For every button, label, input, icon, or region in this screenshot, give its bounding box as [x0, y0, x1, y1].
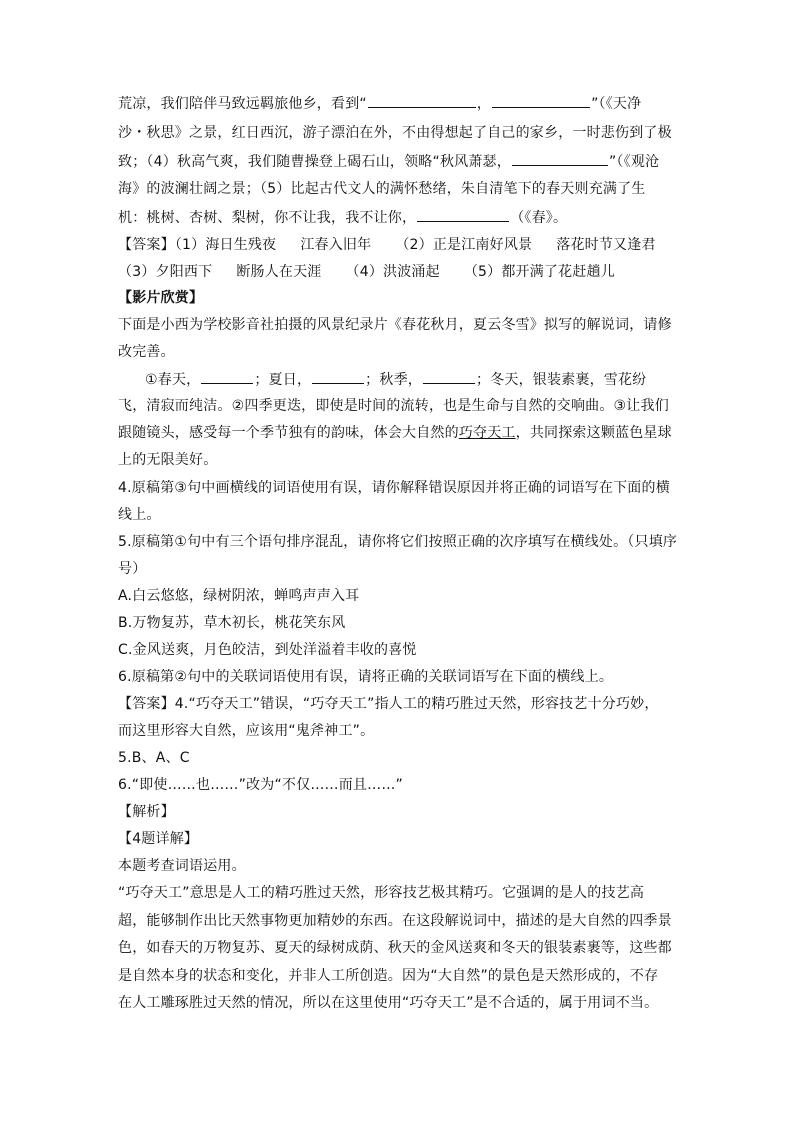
passage-text: （《春》。 — [510, 210, 568, 226]
question-5-line-2: 号） — [118, 561, 147, 577]
answer-blank — [417, 207, 509, 222]
answer-item: 落花时节又逢君 — [556, 237, 656, 253]
underlined-phrase: 巧夺天工 — [458, 425, 516, 441]
answer-item: （3）夕阳西下 — [118, 264, 213, 280]
analysis-line-6: 在人工雕琢胜过天然的情况，所以在这里使用“巧夺天工”是不合适的，属于用词不当。 — [118, 995, 659, 1011]
passage-text: ”（《天净 — [591, 96, 642, 112]
analysis-line-4: 色，如春天的万物复苏、夏天的绿树成荫、秋天的金风送爽和冬天的银装素裹等，这些都 — [118, 940, 672, 956]
analysis-subheading: 【4题详解】 — [118, 831, 199, 847]
analysis-heading: 【解析】 — [118, 804, 175, 820]
answer2-line-1: 【答案】4.“巧夺天工”错误，“巧夺天工”指人工的精巧胜过天然，形容技艺十分巧妙， — [118, 696, 659, 712]
passage-line-5 — [118, 207, 567, 228]
script-text: ；秋季， — [365, 372, 422, 388]
script-line-4: 上的无限美好。 — [118, 452, 218, 468]
answer-item: （2）正是江南好风景 — [395, 237, 533, 253]
script-line-1 — [145, 369, 646, 390]
option-c: C.金风送爽，月色皎洁，到处洋溢着丰收的喜悦 — [118, 642, 417, 658]
option-a: A.白云悠悠，绿树阴浓，蝉鸣声声入耳 — [118, 588, 360, 604]
answer2-line-4: 6.“即使……也……”改为“不仅……而且……” — [118, 777, 403, 793]
option-b: B.万物复苏，草木初长，桃花笑东风 — [118, 615, 346, 631]
passage-text: 机：桃树、杏树、梨树，你不让我，我不让你， — [118, 210, 417, 226]
question-4-line-2: 线上。 — [118, 507, 161, 523]
question-6: 6.原稿第②句中的关联词语使用有误，请将正确的关联词语写在下面的横线上。 — [118, 669, 614, 685]
analysis-line-3: 超，能够制作出比天然事物更加精妙的东西。在这段解说词中，描述的是大自然的四季景 — [118, 913, 672, 929]
answer-blank — [368, 93, 476, 108]
analysis-line-2: “巧夺天工”意思是人工的精巧胜过天然，形容技艺极其精巧。它强调的是人的技艺高 — [118, 885, 645, 901]
answer-blank — [201, 369, 253, 384]
passage-text: ”（《观沧 — [608, 154, 660, 170]
answer-line-1 — [118, 235, 656, 255]
script-text: ①春天， — [145, 372, 201, 388]
passage-line-3 — [118, 151, 659, 172]
answer-tag: 【答案】 — [118, 237, 175, 253]
intro-line-2: 改完善。 — [118, 344, 175, 360]
answer-item: （5）都开满了花赶趟儿 — [463, 264, 615, 280]
analysis-line-1: 本题考查词语运用。 — [118, 858, 246, 874]
passage-line-1 — [118, 93, 641, 114]
passage-text: 荒凉，我们陪伴马致远羁旅他乡，看到“ — [118, 96, 367, 112]
passage-text: 致；（4）秋高气爽，我们随曹操登上碣石山，领略“秋风萧瑟， — [118, 154, 511, 170]
script-text: ；冬天，银装素裹，雪花纷 — [475, 372, 647, 388]
passage-text: ， — [476, 96, 492, 112]
answer-blank — [423, 369, 475, 384]
answer2-line-3: 5.B、A、C — [118, 750, 190, 766]
intro-line-1: 下面是小西为学校影音社拍摄的风景纪录片《春花秋月，夏云冬雪》拟写的解说词，请修 — [118, 317, 672, 333]
analysis-line-5: 是自然本身的状态和变化，并非人工所创造。因为“大自然”的景色是天然形成的，不存 — [118, 968, 659, 984]
question-5-line-1: 5.原稿第①句中有三个语句排序混乱，请你将它们按照正确的次序填写在横线处。（只填序 — [118, 534, 678, 550]
answer-blank — [312, 369, 364, 384]
answer-blank — [492, 93, 590, 108]
answer-item: 断肠人在天涯 — [236, 264, 322, 280]
script-text: ，共同探索这颗蓝色星球 — [515, 425, 672, 441]
passage-line-4: 海》的波澜壮阔之景；（5）比起古代文人的满怀愁绪，朱自清笔下的春天则充满了生 — [118, 181, 646, 197]
answer-blank — [512, 151, 608, 166]
script-text: 跟随镜头，感受每一个季节独有的韵味，体会大自然的 — [118, 425, 459, 441]
script-line-2: 飞，清寂而纯洁。②四季更迭，即使是时间的流转，也是生命与自然的交响曲。③让我们 — [118, 398, 669, 414]
passage-line-2: 沙・秋思》之景，红日西沉，游子漂泊在外，不由得想起了自己的家乡，一时悲伤到了极 — [118, 125, 672, 141]
section-heading: 【影片欣赏】 — [118, 290, 204, 306]
answer-item: 江春入旧年 — [300, 237, 372, 253]
answer2-line-2: 而这里形容大自然，应该用“鬼斧神工”。 — [118, 723, 375, 739]
answer-item: （1）海日生残夜 — [174, 237, 277, 253]
script-line-3 — [118, 423, 672, 443]
answer-item: （4）洪波涌起 — [345, 264, 440, 280]
answer-line-2 — [118, 262, 615, 282]
script-text: ；夏日， — [254, 372, 312, 388]
question-4-line-1: 4.原稿第③句中画横线的词语使用有误，请你解释错误原因并将正确的词语写在下面的横 — [118, 480, 670, 496]
